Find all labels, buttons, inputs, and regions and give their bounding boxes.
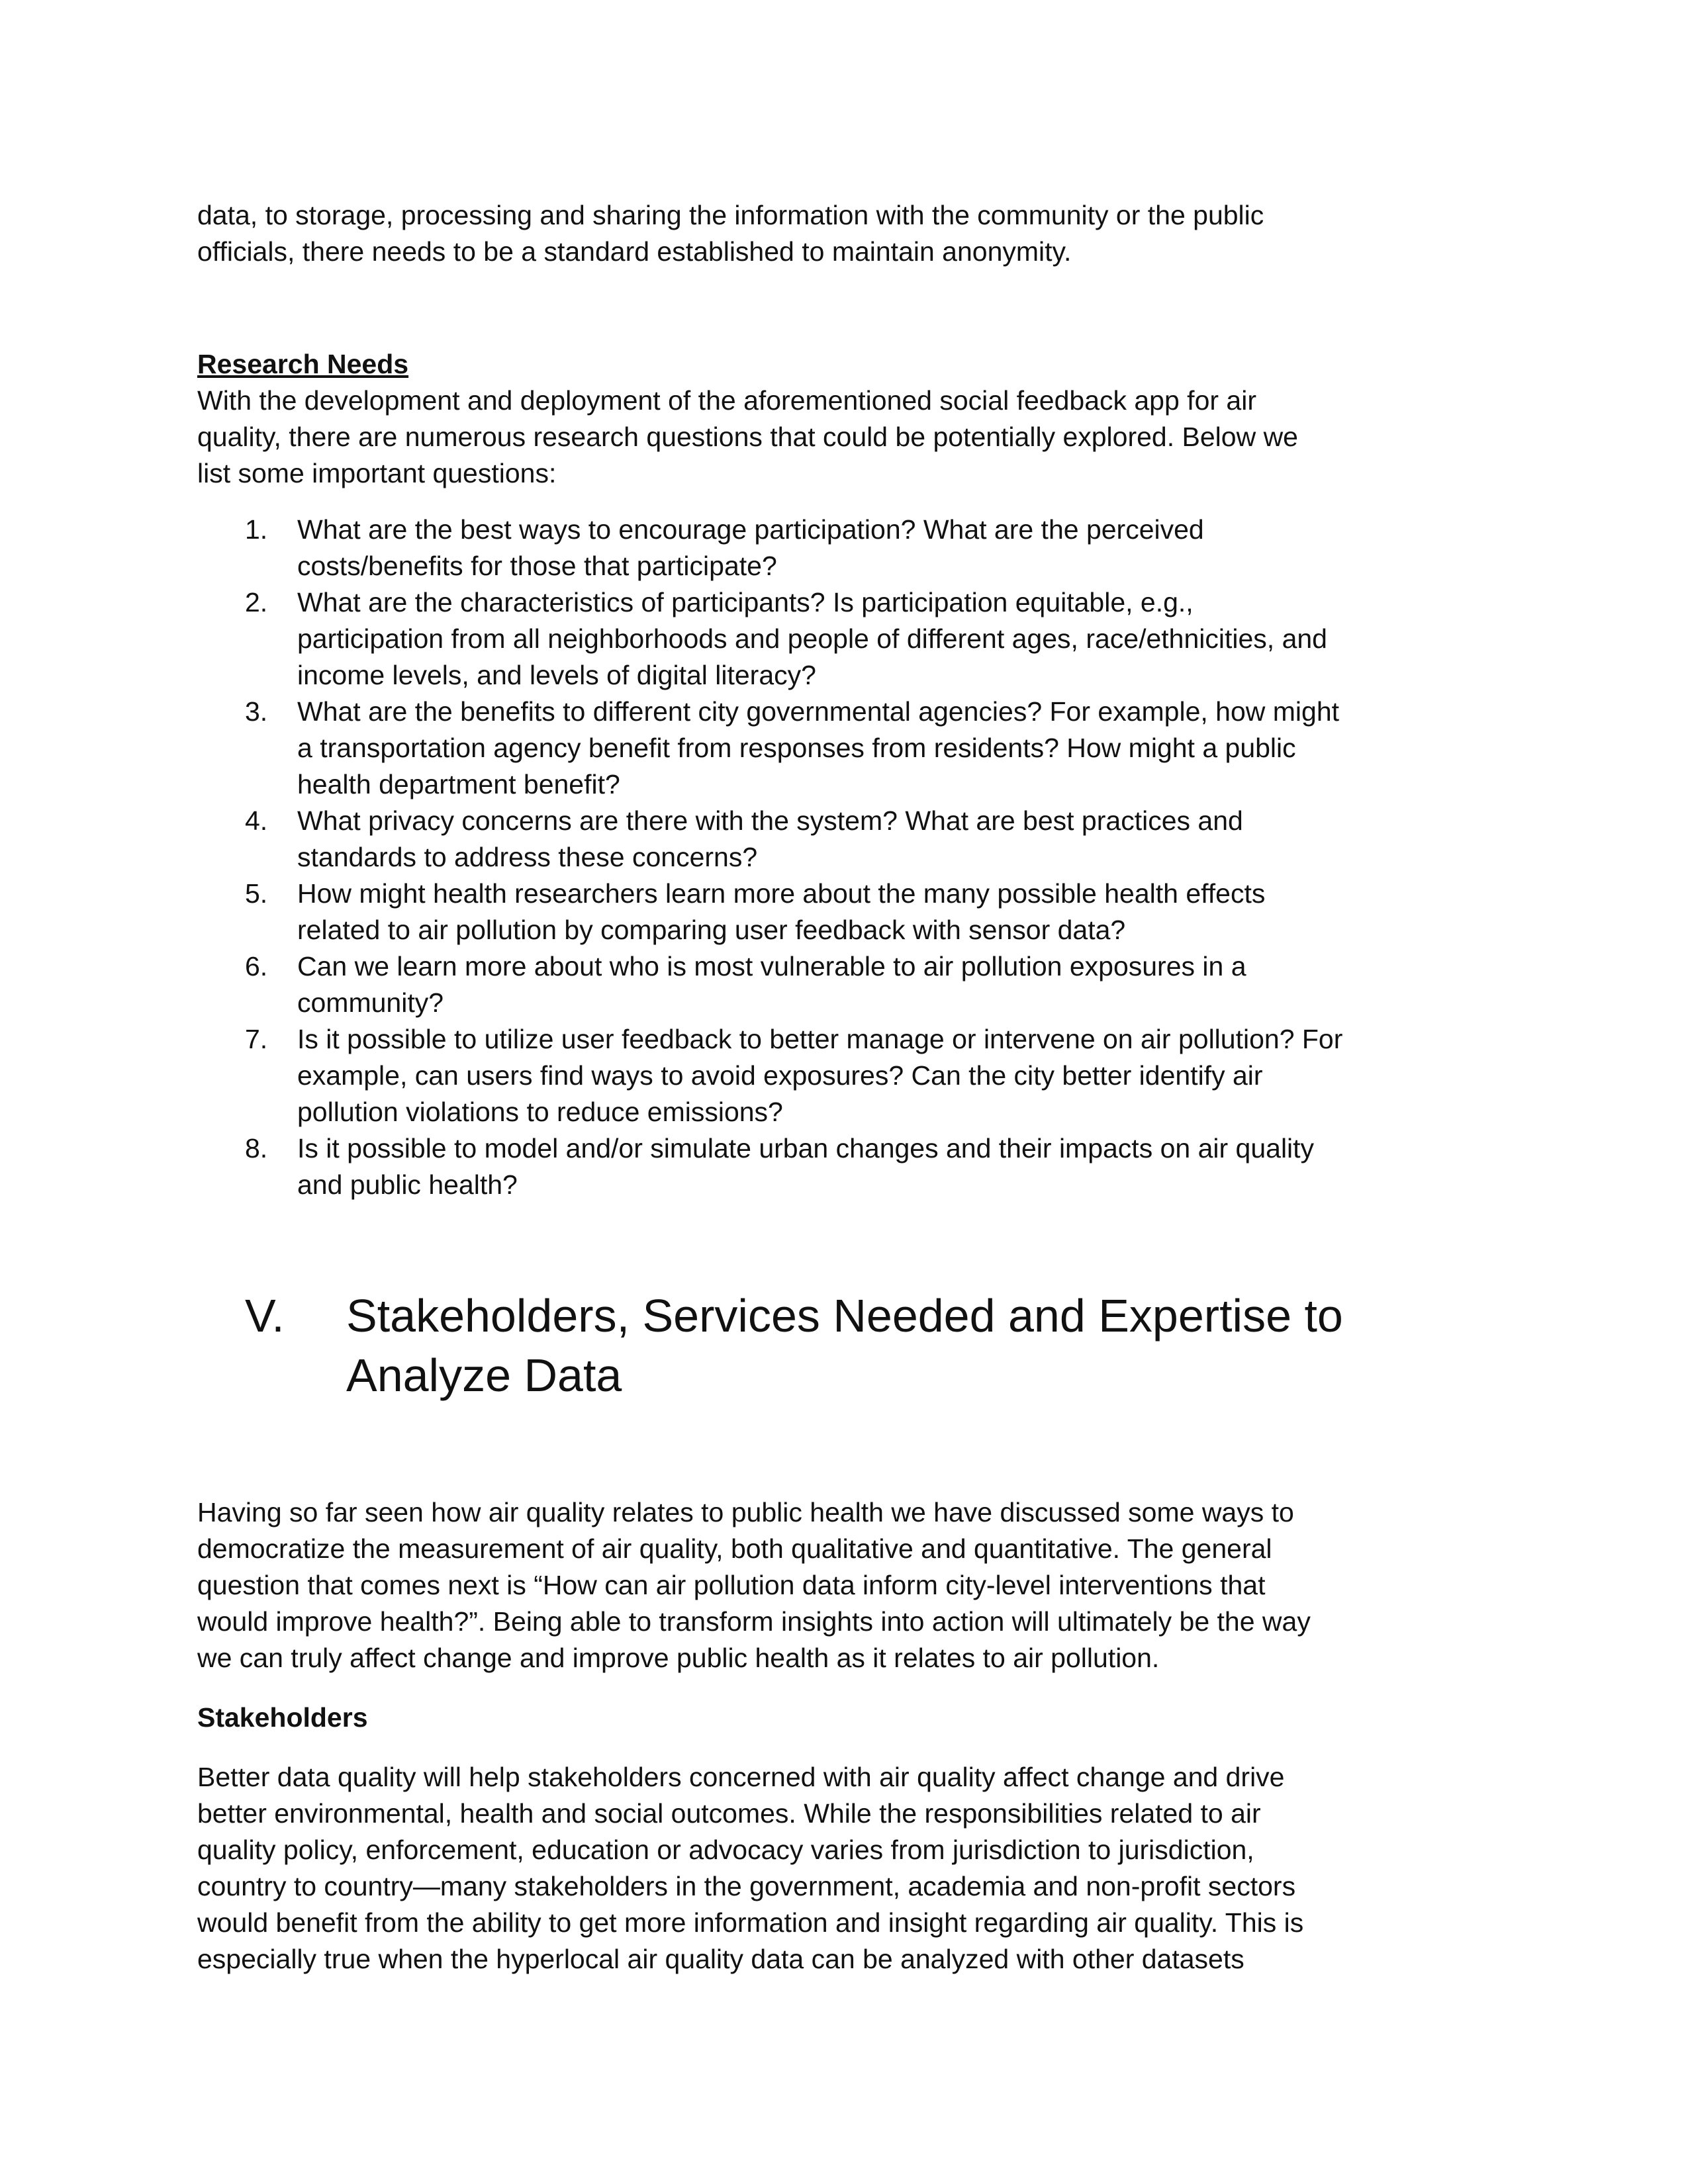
question-line: What privacy concerns are there with the system? What are best practices and: [297, 805, 1243, 836]
section-title-line: Stakeholders, Services Needed and Expertise to: [346, 1290, 1343, 1342]
question-line: community?: [297, 987, 444, 1018]
section-v-title: [197, 1286, 1495, 1405]
question-line: health department benefit?: [297, 769, 620, 799]
question-number: 8.: [245, 1133, 268, 1163]
intro-paragraph: [197, 197, 1495, 270]
section-v-line: would improve health?”. Being able to transform insights into action will ultimately be the way: [197, 1606, 1311, 1637]
stakeholders-line: quality policy, enforcement, education or advocacy varies from jurisdiction to jurisdiction,: [197, 1835, 1254, 1865]
section-v-paragraph: [197, 1494, 1495, 1676]
stakeholders-line: country to country—many stakeholders in the government, academia and non-profit sectors: [197, 1871, 1296, 1901]
research-intro-line: quality, there are numerous research questions that could be potentially explored. Below we: [197, 422, 1298, 452]
question-line: standards to address these concerns?: [297, 842, 758, 872]
research-question: [197, 803, 1495, 876]
question-line: participation from all neighborhoods and people of different ages, race/ethnicities, and: [297, 623, 1327, 654]
question-line: and public health?: [297, 1169, 518, 1200]
intro-line: data, to storage, processing and sharing the information with the community or the public: [197, 200, 1264, 230]
question-number: 4.: [245, 805, 268, 836]
research-needs-heading: Research Needs: [197, 349, 409, 379]
section-v-line: we can truly affect change and improve public health as it relates to air pollution.: [197, 1643, 1160, 1673]
question-line: related to air pollution by comparing user feedback with sensor data?: [297, 915, 1126, 945]
section-v-line: democratize the measurement of air quality, both qualitative and quantitative. The general: [197, 1533, 1272, 1564]
stakeholders-line: better environmental, health and social outcomes. While the responsibilities related to air: [197, 1798, 1261, 1829]
research-intro-line: list some important questions:: [197, 458, 557, 488]
question-number: 5.: [245, 878, 268, 909]
question-line: What are the characteristics of participants? Is participation equitable, e.g.,: [297, 587, 1194, 617]
stakeholders-heading: Stakeholders: [197, 1702, 368, 1733]
question-number: 6.: [245, 951, 268, 981]
research-question: [197, 876, 1495, 948]
research-question: [197, 1021, 1495, 1130]
intro-line: officials, there needs to be a standard established to maintain anonymity.: [197, 236, 1072, 267]
research-intro-line: With the development and deployment of the aforementioned social feedback app for air: [197, 385, 1256, 416]
stakeholders-paragraph: [197, 1759, 1495, 1978]
section-number: V.: [245, 1290, 285, 1342]
question-line: What are the best ways to encourage participation? What are the perceived: [297, 514, 1204, 545]
research-question: [197, 694, 1495, 803]
question-number: 7.: [245, 1024, 268, 1054]
question-line: Is it possible to model and/or simulate urban changes and their impacts on air quality: [297, 1133, 1315, 1163]
section-v-line: Having so far seen how air quality relates to public health we have discussed some ways to: [197, 1497, 1294, 1527]
research-question: [197, 948, 1495, 1021]
research-needs-intro: [197, 383, 1495, 492]
question-number: 1.: [245, 514, 268, 545]
question-line: Can we learn more about who is most vulnerable to air pollution exposures in a: [297, 951, 1246, 981]
stakeholders-line: especially true when the hyperlocal air quality data can be analyzed with other datasets: [197, 1944, 1244, 1974]
question-line: How might health researchers learn more about the many possible health effects: [297, 878, 1266, 909]
question-line: a transportation agency benefit from responses from residents? How might a public: [297, 733, 1296, 763]
question-line: Is it possible to utilize user feedback to better manage or intervene on air pollution? For: [297, 1024, 1343, 1054]
research-question: [197, 584, 1495, 694]
question-number: 2.: [245, 587, 268, 617]
research-question: [197, 1130, 1495, 1203]
question-line: pollution violations to reduce emissions?: [297, 1097, 783, 1127]
question-number: 3.: [245, 696, 268, 727]
question-line: costs/benefits for those that participate?: [297, 551, 777, 581]
question-line: What are the benefits to different city governmental agencies? For example, how might: [297, 696, 1340, 727]
research-question: [197, 512, 1495, 584]
stakeholders-line: would benefit from the ability to get more information and insight regarding air quality. This is: [197, 1907, 1304, 1938]
question-line: example, can users find ways to avoid exposures? Can the city better identify air: [297, 1060, 1263, 1091]
research-questions-list: [197, 512, 1495, 1203]
section-v-line: question that comes next is “How can air pollution data inform city-level interventions that: [197, 1570, 1266, 1600]
section-title-line: Analyze Data: [346, 1349, 622, 1401]
question-line: income levels, and levels of digital literacy?: [297, 660, 816, 690]
document-page: [197, 197, 1495, 1978]
stakeholders-line: Better data quality will help stakeholders concerned with air quality affect change and drive: [197, 1762, 1285, 1792]
